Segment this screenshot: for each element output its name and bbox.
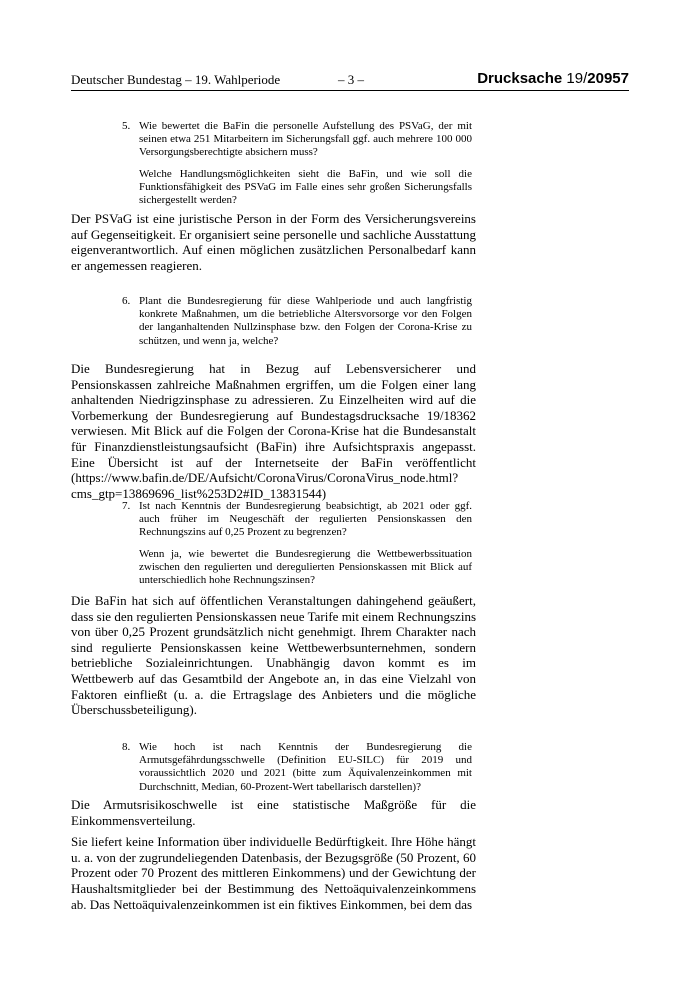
answer-7 — [71, 593, 476, 724]
question-8 — [122, 741, 472, 794]
question-7 — [122, 500, 472, 587]
question-number: 8. — [122, 741, 131, 753]
question-text: Welche Handlungsmöglichkeiten sieht die BaFin, und wie soll die Funktionsfähigkeit des PSVaG im Falle eines sehr großen Sicherungsfalls sichergestellt werden? — [139, 167, 472, 207]
header-publisher: Deutscher Bundestag – 19. Wahlperiode — [71, 72, 281, 87]
question-text: Ist nach Kenntnis der Bundesregierung beabsichtigt, ab 2021 oder ggf. auch früher im Neugeschäft der regulierten Pensionskassen den Rechnungszins auf 0,25 Prozent zu begrenzen? — [139, 500, 472, 539]
answer-text: Die BaFin hat sich auf öffentlichen Veranstaltungen dahingehend geäußert, dass sie den regulierten Pensionskassen neue Tarife mit einem Rechnungszins von über 0,25 Prozent grundsätzlich nicht genehmigt. Ihrem Charakter nach sind regulierte Pensionskassen keine Wettbewerbsunternehmen, sondern betriebliche Sozialeinrichtungen. Unabhängig davon kommt es im Wettbewerb auf das Gesamtbild der Angebote an, in das eine Vielzahl von Faktoren einfließt (u. a. die Ertragslage des Anbieters und die mögliche Überschussbeteiligung). — [71, 593, 476, 718]
answer-text: Der PSVaG ist eine juristische Person in der Form des Versicherungsvereins auf Gegenseitigkeit. Er organisiert seine personelle und sachliche Ausstattung eigenverantwortlich. Auf einen möglichen zusätzlichen Personalbedarf kann er angemessen reagieren. — [71, 211, 476, 273]
question-6 — [122, 295, 472, 348]
header-document-number — [477, 70, 629, 87]
question-text: Plant die Bundesregierung für diese Wahlperiode und auch langfristig konkrete Maßnahmen, um die betriebliche Altersvorsorge vor den Folgen der langanhaltenden Nullzinsphase bzw. den Folgen der Corona-Krise zu schützen, und wenn ja, welche? — [139, 295, 472, 347]
page-header — [71, 70, 629, 90]
answer-5 — [71, 211, 476, 279]
drucksache-number: 20957 — [587, 70, 629, 87]
question-text: Wie hoch ist nach Kenntnis der Bundesregierung die Armutsgefährdungsschwelle (Definition EU-SILC) für 2019 und voraussichtlich 2020 und 2021 (bitte zum Äquivalenzeinkommen mit Durchschnitt, Median, 60-Prozent-Wert tabellarisch darstellen)? — [139, 741, 472, 793]
answer-text: Sie liefert keine Information über individuelle Bedürftigkeit. Ihre Höhe hängt u. a. von der zugrundeliegenden Datenbasis, der Bezugsgröße (50 Prozent, 60 Prozent oder 70 Prozent des mittleren Einkommens) und der Gewichtung der Haushaltsmitglieder bei der Bestimmung des Nettoäquivalenzeinkommens ab. Das Nettoäquivalenzeinkommen ist ein fiktives Einkommen, bei dem das — [71, 834, 476, 912]
header-rule — [71, 90, 629, 91]
question-text: Wie bewertet die BaFin die personelle Aufstellung des PSVaG, der mit seinen etwa 251 Mitarbeitern im Sicherungsfall ggf. auch mehrere 100 000 Versorgungsberechtigte absichern muss? — [139, 120, 472, 159]
header-page-number: – 3 – — [338, 72, 364, 87]
question-number: 5. — [122, 120, 131, 132]
answer-8 — [71, 797, 476, 918]
question-number: 6. — [122, 295, 131, 307]
drucksache-period: 19/ — [562, 70, 588, 87]
answer-6 — [71, 361, 476, 507]
question-5 — [122, 120, 472, 207]
drucksache-label: Drucksache — [477, 70, 563, 87]
question-number: 7. — [122, 500, 131, 512]
answer-text: Die Bundesregierung hat in Bezug auf Lebensversicherer und Pensionskassen zahlreiche Maßnahmen ergriffen, um die Folgen einer lang anhaltenden Niedrigzinsphase zu adressieren. Zu Einzelheiten wird auf die Vorbemerkung der Bundesregierung auf Bundestagsdrucksache 19/18362 verwiesen. Mit Blick auf die Folgen der Corona-Krise hat die Bundesanstalt für Finanzdienstleistungsaufsicht (BaFin) ihre Aufsichtspraxis angepasst. Eine Übersicht ist auf der Internetseite der BaFin veröffentlicht (https://www.bafin.de/DE/Aufsicht/CoronaVirus/CoronaVirus_node.html?cms_gtp=13869696_list%253D2#ID_13831544) — [71, 361, 476, 501]
question-text: Wenn ja, wie bewertet die Bundesregierung die Wettbewerbssituation zwischen den regulierten und deregulierten Pensionskassen mit Blick auf unterschiedlich hohe Rechnungszinsen? — [139, 547, 472, 587]
answer-text: Die Armutsrisikoschwelle ist eine statistische Maßgröße für die Einkommensverteilung. — [71, 797, 476, 828]
